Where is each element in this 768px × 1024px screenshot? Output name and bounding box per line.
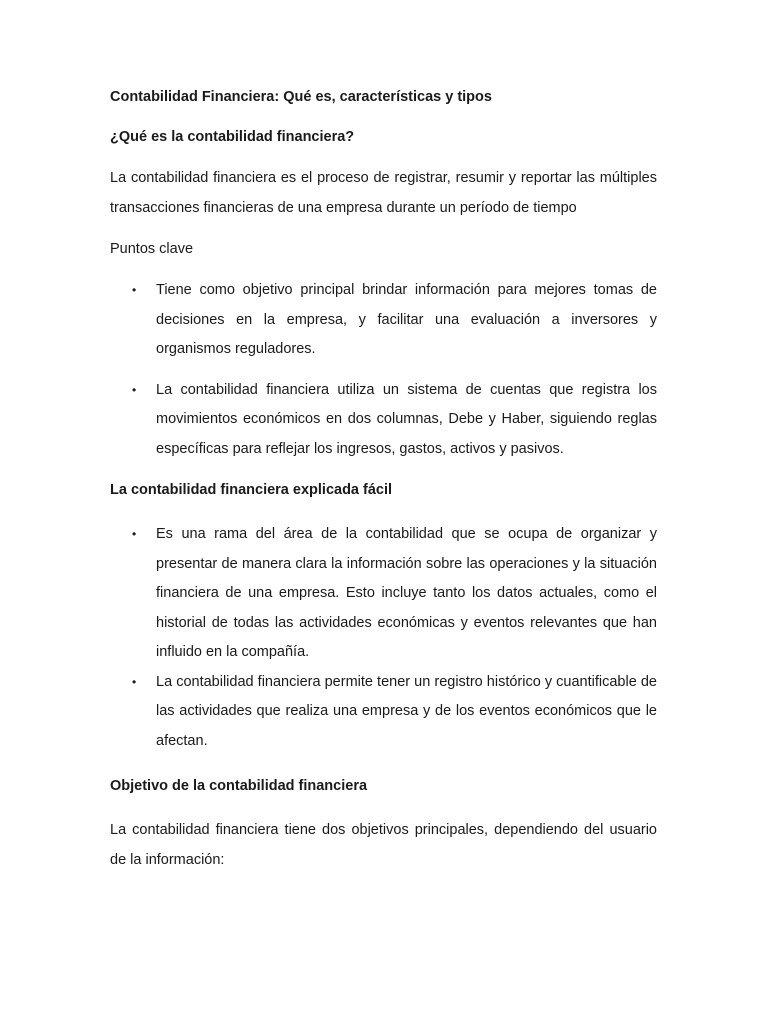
list-item-text: Tiene como objetivo principal brindar información para mejores tomas de decisiones en la empresa, y facilitar una evaluación a inversores y organismos reguladores. (156, 282, 657, 357)
paragraph-objective: La contabilidad financiera tiene dos objetivos principales, dependiendo del usuario de la información: (110, 822, 657, 868)
list-item (110, 276, 657, 365)
list-item (110, 376, 657, 465)
explained-points-list (110, 520, 657, 756)
list-item-text: La contabilidad financiera permite tener un registro histórico y cuantificable de las actividades que realiza una empresa y de los eventos económicos que le afectan. (156, 673, 657, 749)
key-points-label: Puntos clave (110, 241, 194, 257)
list-item-text: Es una rama del área de la contabilidad que se ocupa de organizar y presentar de manera clara la información sobre las operaciones y la situación financiera de una empresa. Esto incluye tanto los datos actuales, como el historial de todas las actividades económicas y eventos relevantes que han influido en la compañía. (156, 526, 657, 660)
bullet-icon: • (132, 283, 137, 297)
list-item (110, 668, 657, 757)
key-points-list (110, 276, 657, 464)
paragraph-definition: La contabilidad financiera es el proceso de registrar, resumir y reportar las múltiples transacciones financieras de una empresa durante un período de tiempo (110, 170, 657, 216)
document-title: Contabilidad Financiera: Qué es, características y tipos (110, 89, 492, 105)
list-item-text: La contabilidad financiera utiliza un sistema de cuentas que registra los movimientos económicos en dos columnas, Debe y Haber, siguiendo reglas específicas para reflejar los ingresos, gastos, activos y pasivos. (156, 381, 657, 457)
heading-explained: La contabilidad financiera explicada fácil (110, 482, 393, 498)
document-body (110, 84, 657, 875)
list-item (110, 520, 657, 668)
bullet-icon: • (132, 382, 137, 397)
heading-what-is: ¿Qué es la contabilidad financiera? (110, 129, 355, 145)
bullet-icon: • (132, 527, 137, 541)
heading-objective: Objetivo de la contabilidad financiera (110, 778, 368, 794)
bullet-icon: • (132, 674, 137, 689)
